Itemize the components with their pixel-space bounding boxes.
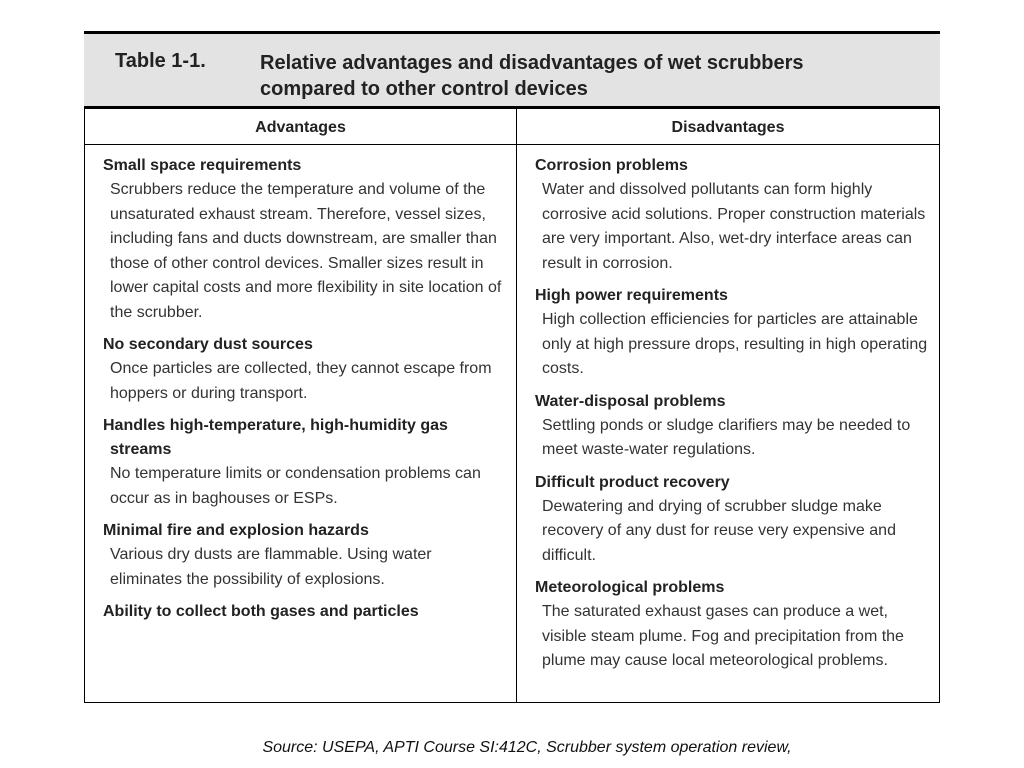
disadvantage-description: Settling ponds or sludge clarifiers may be needed to meet waste-water regulations. (542, 416, 911, 458)
disadvantage-item (535, 390, 931, 463)
comparison-table (84, 31, 940, 703)
disadvantage-heading: Meteorological problems (535, 579, 725, 596)
disadvantages-column (517, 109, 939, 702)
disadvantage-item (535, 154, 931, 276)
advantage-item (103, 600, 506, 624)
advantage-item (103, 414, 506, 511)
advantages-header: Advantages (85, 109, 516, 145)
disadvantage-item (535, 284, 931, 382)
disadvantage-description: The saturated exhaust gases can produce a wet, visible steam plume. Fog and precipitation from the plume may cause local meteorological problems. (542, 603, 904, 669)
disadvantage-heading: Water-disposal problems (535, 392, 726, 410)
table-title-bar (84, 31, 940, 109)
advantages-column (85, 109, 517, 702)
advantage-heading: Small space requirements (103, 157, 302, 174)
advantage-heading: No secondary dust sources (103, 336, 313, 353)
advantage-heading-line: Handles high-temperature, high-humidity gas (103, 417, 448, 434)
disadvantage-heading: Difficult product recovery (535, 473, 730, 491)
disadvantage-item (535, 471, 931, 569)
advantage-description: Scrubbers reduce the temperature and volume of the unsaturated exhaust stream. Therefore, vessel sizes, including fans and ducts downstream, are smaller than those of other control devices. Smaller sizes result in lower capital costs and more flexibility in site location of the scrubber. (110, 181, 502, 321)
advantages-list (85, 145, 516, 624)
disadvantage-description: High collection efficiencies for particles are attainable only at high pressure drops, resulting in high operating costs. (542, 311, 928, 377)
advantage-item (103, 519, 506, 592)
advantage-heading: Minimal fire and explosion hazards (103, 522, 369, 539)
disadvantage-description: Dewatering and drying of scrubber sludge make recovery of any dust for reuse very expensive and difficult. (542, 497, 896, 564)
disadvantage-description: Water and dissolved pollutants can form highly corrosive acid solutions. Proper construction materials are very important. Also, wet-dry interface areas can result in corrosion. (542, 181, 926, 272)
table-grid (84, 109, 940, 703)
table-caption: Relative advantages and disadvantages of wet scrubbers compared to other control devices (260, 52, 804, 100)
advantage-description: No temperature limits or condensation problems can occur as in baghouses or ESPs. (110, 465, 481, 507)
source-citation: Source: USEPA, APTI Course SI:412C, Scrubber system operation review, (262, 739, 792, 756)
table-number: Table 1-1. (115, 50, 206, 72)
advantage-heading: Ability to collect both gases and particles (103, 603, 419, 620)
disadvantage-heading: Corrosion problems (535, 157, 688, 174)
advantage-heading (103, 414, 506, 462)
advantage-description: Once particles are collected, they cannot escape from hoppers or during transport. (110, 360, 492, 402)
disadvantages-header: Disadvantages (517, 109, 939, 145)
disadvantages-list (517, 145, 939, 674)
advantage-item (103, 154, 506, 325)
advantage-item (103, 333, 506, 406)
disadvantage-item (535, 576, 931, 674)
advantage-heading-continuation: streams (110, 441, 172, 458)
advantage-description: Various dry dusts are flammable. Using water eliminates the possibility of explosions. (110, 546, 432, 588)
disadvantage-heading: High power requirements (535, 287, 728, 304)
